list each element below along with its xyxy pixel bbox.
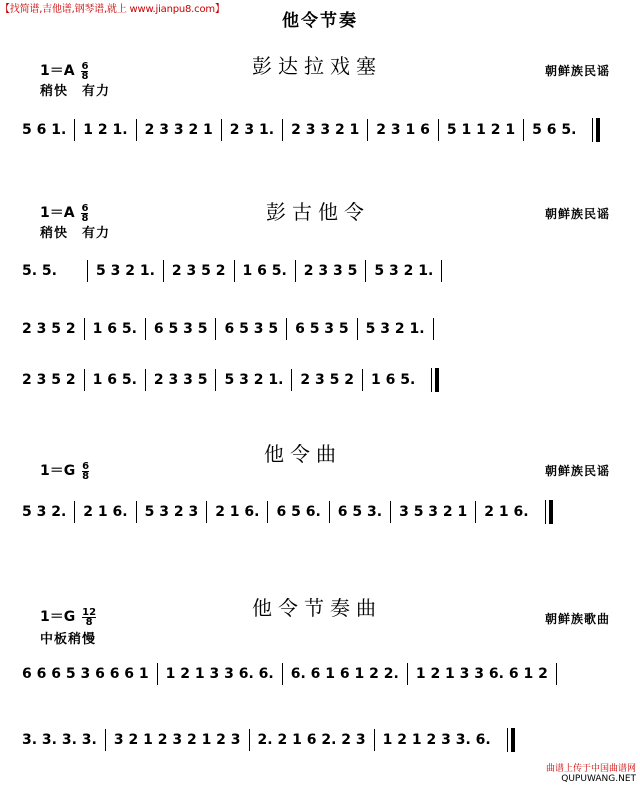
measure: 2 3 1.: [229, 122, 275, 138]
time-signature: $\frac{12}{8}$: [82, 606, 97, 628]
key-label: 1＝G: [40, 609, 76, 625]
score-row-2-3: [22, 368, 439, 392]
composer-3: 朝鲜族民谣: [545, 464, 611, 478]
site-header-banner: 【找简谱,吉他谱,钢琴谱,就上 www.jianpu8.com】: [0, 4, 225, 15]
score-row-3-1: [22, 500, 553, 524]
score-row-2-1: [22, 260, 442, 282]
measure: 1 2 1 3 3 6. 6.: [165, 666, 274, 682]
tempo-marking-1: 稍快 有力: [40, 84, 111, 99]
measure: 1 2 1.: [83, 122, 128, 138]
score-row-4-2: [22, 728, 515, 752]
measure: 1 2 1 2 3 3. 6.: [382, 732, 491, 748]
measure: 5 3 2.: [22, 504, 67, 520]
measure: 2. 2 1 6 2. 2 3: [257, 732, 366, 748]
measure: 2 1 6.: [484, 504, 529, 520]
measure: 6 5 6.: [276, 504, 321, 520]
measure: 2 3 5 2: [22, 321, 76, 337]
measure: 5 6 5.: [532, 122, 577, 138]
measure: 5 1 1 2 1: [446, 122, 516, 138]
measure: 3 5 3 2 1: [399, 504, 468, 520]
footer-line-1: 曲谱上传于中国曲谱网: [545, 764, 636, 774]
time-signature: $\frac{6}{8}$: [82, 460, 90, 482]
measure: 2 3 3 2 1: [144, 122, 213, 138]
measure: 2 3 3 2 1: [291, 122, 360, 138]
composer-2: 朝鲜族民谣: [545, 207, 611, 221]
score-row-4-1: [22, 663, 557, 685]
measure: 2 3 3 5: [303, 263, 358, 279]
time-signature: $\frac{6}{8}$: [81, 60, 89, 82]
composer-4: 朝鲜族歌曲: [545, 612, 611, 626]
measure: 1 2 1 3 3 6. 6 1 2: [415, 666, 548, 682]
final-bar-line: [545, 500, 553, 524]
measure: 6 5 3 5: [295, 321, 349, 337]
measure: 1 6 5.: [242, 263, 287, 279]
time-signature: $\frac{6}{8}$: [81, 202, 89, 224]
measure: 2 1 6.: [83, 504, 128, 520]
key-signature-2: [40, 202, 88, 223]
composer-1: 朝鲜族民谣: [545, 64, 611, 78]
measure: 3 2 1 2 3 2 1 2 3: [113, 732, 241, 748]
song-title-3: 他令曲: [264, 442, 342, 466]
measure: 2 3 3 5: [153, 372, 208, 388]
key-signature-3: [40, 460, 89, 481]
measure: 5 3 2 1.: [365, 321, 425, 337]
footer-watermark: [546, 764, 636, 784]
key-label: 1＝A: [40, 205, 75, 221]
bar-line: [441, 260, 442, 282]
bar-line: [433, 318, 434, 340]
measure: 5. 5.: [22, 263, 57, 279]
measure: 2 3 1 6: [376, 122, 430, 138]
tempo-marking-2: 稍快 有力: [40, 226, 111, 241]
page-title: 他令节奏: [282, 11, 358, 31]
footer-line-2: QUPUWANG.NET: [561, 774, 636, 784]
key-label: 1＝G: [40, 463, 76, 479]
measure: 2 3 5 2: [300, 372, 354, 388]
measure: 5 3 2 3: [144, 504, 199, 520]
measure: 1 6 5.: [92, 321, 137, 337]
measure: 2 3 5 2: [22, 372, 76, 388]
final-bar-line: [592, 118, 600, 142]
measure: 5 3 2 1.: [224, 372, 284, 388]
song-title-2: 彭古他令: [266, 200, 370, 224]
score-row-1-1: [22, 118, 600, 142]
measure: 6 6 6 5 3 6 6 6 1: [22, 666, 149, 682]
score-row-2-2: [22, 318, 434, 340]
tempo-marking-4: 中板稍慢: [40, 632, 97, 647]
measure: 5 3 2 1.: [374, 263, 434, 279]
measure: 5 6 1.: [22, 122, 67, 138]
measure: 6 5 3 5: [224, 321, 279, 337]
key-signature-4: [40, 606, 96, 627]
measure: 2 3 5 2: [171, 263, 226, 279]
measure: 1 6 5.: [370, 372, 416, 388]
key-label: 1＝A: [40, 63, 75, 79]
measure: 6. 6 1 6 1 2 2.: [290, 666, 399, 682]
measure: 2 1 6.: [215, 504, 260, 520]
measure: 6 5 3 5: [153, 321, 208, 337]
key-signature-1: [40, 60, 88, 81]
measure: 6 5 3.: [337, 504, 383, 520]
measure: 1 6 5.: [92, 372, 137, 388]
song-title-4: 他令节奏曲: [252, 596, 382, 620]
measure: 5 3 2 1.: [96, 263, 155, 279]
final-bar-line: [431, 368, 439, 392]
bar-line: [556, 663, 557, 685]
song-title-1: 彭达拉戏塞: [252, 54, 382, 78]
final-bar-line: [507, 728, 515, 752]
measure: 3. 3. 3. 3.: [22, 732, 97, 748]
